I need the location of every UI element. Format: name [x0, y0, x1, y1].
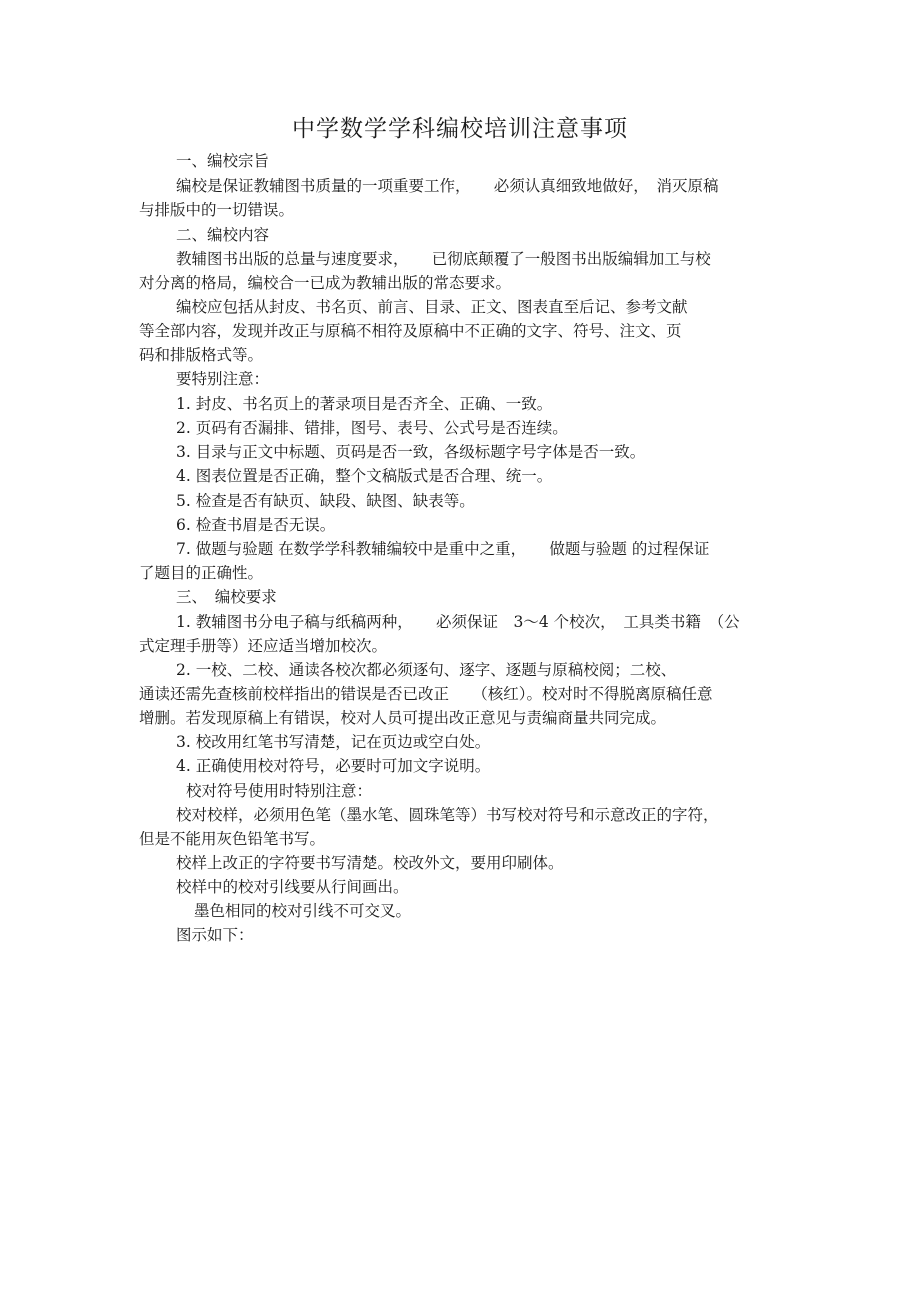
list-item-continuation: 通读还需先查核前校样指出的错误是否已改正 （核红）。校对时不得脱离原稿任意 [139, 685, 713, 703]
list-item-continuation: 式定理手册等）还应适当增加校次。 [139, 637, 388, 655]
section-heading-requirements: 三、 编校要求 [176, 588, 277, 606]
list-item: 2. 一校、二校、通读各校次都必须逐句、逐字、逐题与原稿校阅；二校、 [176, 661, 677, 679]
list-item: 4. 正确使用校对符号，必要时可加文字说明。 [176, 757, 491, 775]
paragraph-line: 等全部内容，发现并改正与原稿不相符及原稿中不正确的文字、符号、注文、页 [139, 322, 682, 340]
list-item: 5. 检查是否有缺页、缺段、缺图、缺表等。 [176, 492, 475, 510]
list-item: 1. 封皮、书名页上的著录项目是否齐全、正确、一致。 [176, 395, 553, 413]
paragraph-line: 与排版中的一切错误。 [139, 201, 295, 219]
paragraph-line: 校样上改正的字符要书写清楚。校改外文，要用印刷体。 [176, 854, 564, 872]
list-item: 6. 检查书眉是否无误。 [176, 516, 336, 534]
paragraph-line: 编校是保证教辅图书质量的一项重要工作， 必须认真细致地做好， 消灭原稿 [176, 177, 719, 195]
document-title: 中学数学学科编校培训注意事项 [292, 116, 628, 142]
paragraph-line: 校样中的校对引线要从行间画出。 [176, 878, 409, 896]
paragraph-line: 校对校样，必须用色笔（墨水笔、圆珠笔等）书写校对符号和示意改正的字符， [176, 806, 719, 824]
note-heading: 要特别注意： [176, 370, 270, 388]
paragraph-line: 编校应包括从封皮、书名页、前言、目录、正文、图表直至后记、参考文献 [176, 298, 688, 316]
paragraph-line: 但是不能用灰色铅笔书写。 [139, 830, 326, 848]
list-item: 4. 图表位置是否正确，整个文稿版式是否合理、统一。 [176, 467, 553, 485]
section-heading-content: 二、编校内容 [176, 226, 270, 244]
note-heading: 校对符号使用时特别注意： [186, 782, 373, 800]
list-item: 1. 教辅图书分电子稿与纸稿两种， 必须保证 3～4 个校次， 工具类书籍 （公 [176, 613, 740, 631]
paragraph-line: 码和排版格式等。 [139, 346, 264, 364]
list-item: 3. 目录与正文中标题、页码是否一致，各级标题字号字体是否一致。 [176, 443, 646, 461]
paragraph-line: 图示如下： [176, 926, 254, 944]
paragraph-line: 教辅图书出版的总量与速度要求， 已彻底颠覆了一般图书出版编辑加工与校 [176, 250, 711, 268]
section-heading-purpose: 一、编校宗旨 [176, 152, 270, 170]
list-item: 3. 校改用红笔书写清楚，记在页边或空白处。 [176, 733, 491, 751]
paragraph-line: 对分离的格局，编校合一已成为教辅出版的常态要求。 [139, 274, 512, 292]
list-item: 2. 页码有否漏排、错排，图号、表号、公式号是否连续。 [176, 419, 568, 437]
list-item-continuation: 了题目的正确性。 [139, 564, 264, 582]
list-item-continuation: 增删。若发现原稿上有错误，校对人员可提出改正意见与责编商量共同完成。 [139, 709, 667, 727]
paragraph-line: 墨色相同的校对引线不可交叉。 [194, 902, 412, 920]
list-item: 7. 做题与验题 在数学学科教辅编较中是重中之重， 做题与验题 的过程保证 [176, 540, 710, 558]
